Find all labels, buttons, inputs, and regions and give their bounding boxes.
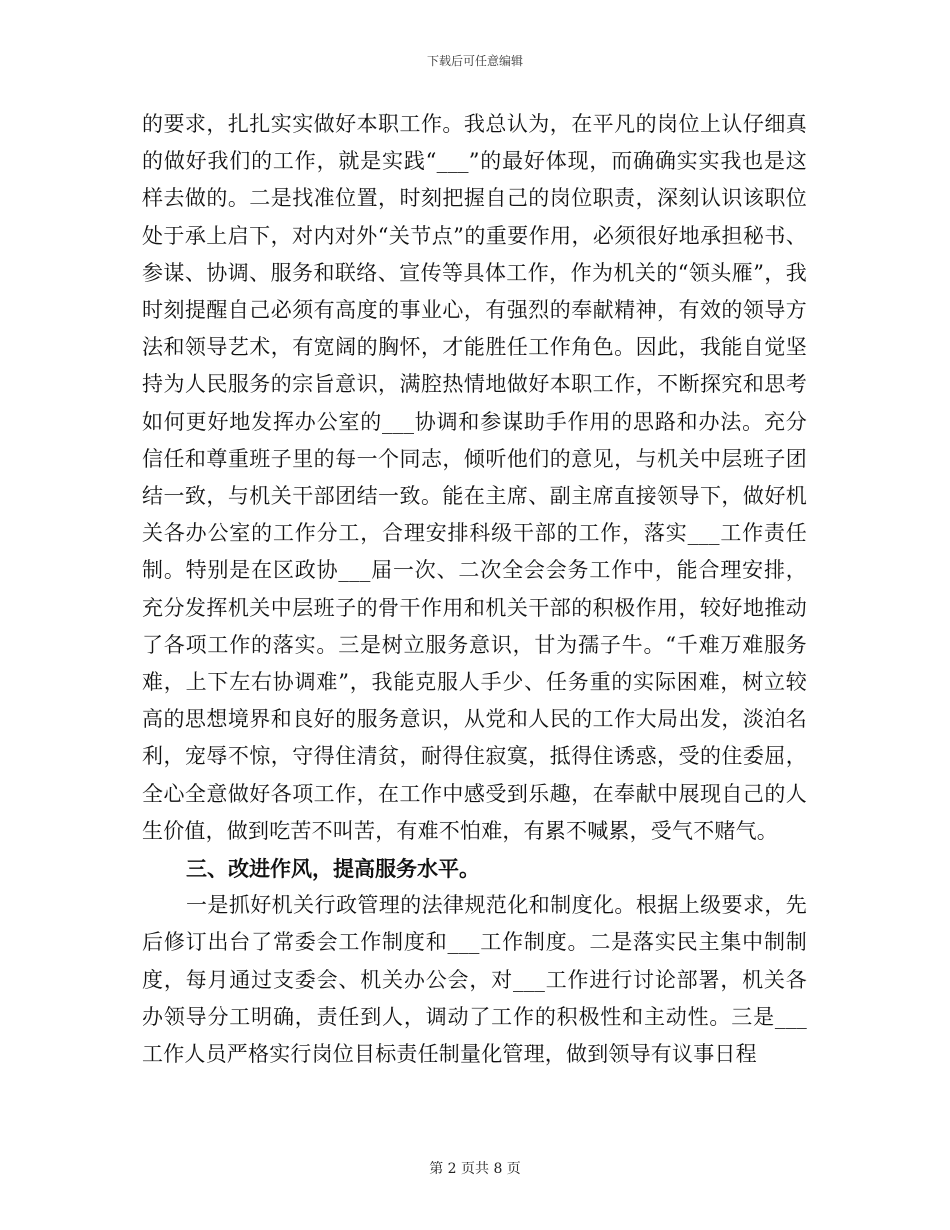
page-footer: 第 2 页共 8 页 — [429, 1161, 521, 1177]
page-header: 下载后可任意编辑 — [426, 54, 523, 68]
body-paragraph-1: 的要求，扎扎实实做好本职工作。我总认为，在平凡的岗位上认仔细真的做好我们的工作，就是实践“___”的最好体现，而确确实实我也是这样去做的。二是找准位置，时刻把握自己的岗位职责，深刻认识该职位处于承上启下，对内对外“关节点”的重要作用，必须很好地承担秘书、参谋、协调、服务和联络、宣传等具体工作，作为机关的“领头雁”，我时刻提醒自己必须有高度的事业心，有强烈的奉献精神，有效的领导方法和领导艺术，有宽阔的胸怀，才能胜任工作角色。因此，我能自觉坚持为人民服务的宗旨意识，满腔热情地做好本职工作，不断探究和思考如何更好地发挥办公室的___协调和参谋助手作用的思路和办法。充分信任和尊重班子里的每一个同志，倾听他们的意见，与机关中层班子团结一致，与机关干部团结一致。能在主席、副主席直接领导下，做好机关各办公室的工作分工，合理安排科级干部的工作，落实___工作责任制。特别是在区政协___届一次、二次全会会务工作中，能合理安排，充分发挥机关中层班子的骨干作用和机关干部的积极作用，较好地推动了各项工作的落实。三是树立服务意识，甘为孺子牛。“千难万难服务难，上下左右协调难”，我能克服人手少、任务重的实际困难，树立较高的思想境界和良好的服务意识，从党和人民的工作大局出发，淡泊名利，宠辱不惊，守得住清贫，耐得住寂寞，抵得住诱惑，受的住委屈，全心全意做好各项工作，在工作中感受到乐趣，在奉献中展现自己的人生价值，做到吃苦不叫苦，有难不怕难，有累不喊累，受气不赌气。 — [142, 112, 807, 843]
body-paragraph-2: 一是抓好机关行政管理的法律规范化和制度化。根据上级要求，先后修订出台了常委会工作制度和___工作制度。二是落实民主集中制制度，每月通过支委会、机关办公会，对___工作进行讨论部署，机关各办领导分工明确，责任到人，调动了工作的积极性和主动性。三是___工作人员严格实行岗位目标责任制量化管理，做到领导有议事日程 — [142, 893, 807, 1067]
document-body — [142, 106, 807, 1073]
section-heading: 三、改进作风，提高服务水平。 — [186, 856, 480, 882]
